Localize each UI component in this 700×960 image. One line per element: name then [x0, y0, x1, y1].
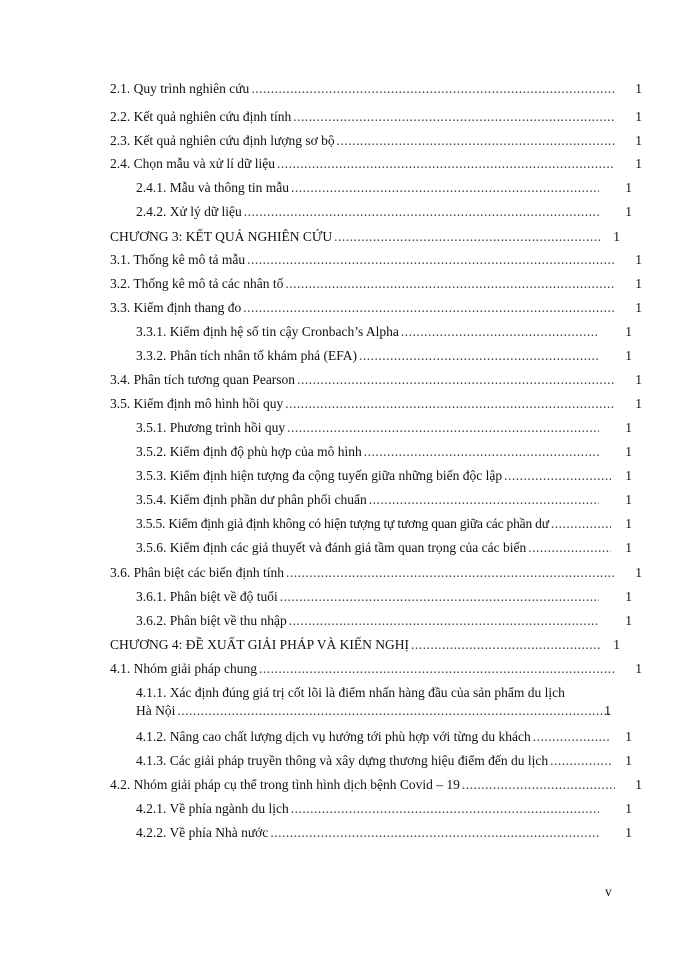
toc-label: 3.6.2. Phân biệt về thu nhập — [136, 613, 287, 628]
toc-label-continued: Hà Nội — [136, 703, 176, 718]
toc-page: 1 — [635, 109, 642, 124]
toc-entry — [136, 824, 632, 842]
toc-entry — [136, 752, 632, 770]
toc-entry — [110, 660, 642, 678]
toc-entry — [110, 132, 642, 150]
toc-page: 1 — [625, 729, 632, 744]
leader-dots — [411, 636, 600, 654]
toc-entry — [136, 800, 632, 818]
toc-label: 3.5.1. Phương trình hồi quy — [136, 420, 286, 435]
toc-page: 1 — [625, 753, 632, 768]
leader-dots — [364, 443, 599, 461]
toc-entry — [136, 612, 632, 630]
toc-label: 4.2.2. Về phía Nhà nước — [136, 825, 269, 840]
toc-page: 1 — [625, 180, 632, 195]
toc-page: 1 — [625, 825, 632, 840]
leader-dots — [243, 299, 615, 317]
leader-dots — [247, 251, 615, 269]
leader-dots — [277, 155, 615, 173]
leader-dots — [337, 132, 615, 150]
toc-label: CHƯƠNG 4: ĐỀ XUẤT GIẢI PHÁP VÀ KIẾN NGHỊ — [110, 637, 409, 652]
toc-label: 4.1.3. Các giải pháp truyền thông và xây dựng thương hiệu điểm đến du lịch — [136, 753, 549, 768]
toc-page: 1 — [613, 637, 620, 652]
toc-page: 1 — [625, 516, 632, 531]
toc-label: 3.5.6. Kiểm định các giả thuyết và đánh giá tầm quan trọng của các biến — [136, 540, 527, 555]
toc-label: 3.5.5. Kiểm định giả định không có hiện tượng tự tương quan giữa các phần dư — [136, 516, 549, 531]
toc-entry — [136, 323, 632, 341]
toc-label: 3.3. Kiểm định thang đo — [110, 300, 242, 315]
toc-label: 4.1.2. Nâng cao chất lượng dịch vụ hướng tới phù hợp với từng du khách — [136, 729, 531, 744]
toc-label: 3.1. Thống kê mô tả mẫu — [110, 252, 246, 267]
toc-page: 1 — [635, 252, 642, 267]
toc-entry — [136, 515, 632, 533]
toc-label: 2.3. Kết quả nghiên cứu định lượng sơ bộ — [110, 133, 335, 148]
toc-label: 3.3.2. Phân tích nhân tố khám phá (EFA) — [136, 348, 357, 363]
leader-dots — [287, 419, 599, 437]
leader-dots — [289, 612, 599, 630]
toc-chapter — [110, 228, 620, 246]
toc-entry — [110, 155, 642, 173]
toc-label: 3.5.3. Kiểm định hiện tượng đa cộng tuyến giữa những biến độc lập — [136, 468, 503, 483]
leader-dots — [293, 108, 615, 126]
toc-page: 1 — [635, 156, 642, 171]
toc-page: 1 — [604, 703, 611, 718]
toc-page: 1 — [625, 613, 632, 628]
toc-entry — [110, 80, 642, 98]
leader-dots — [359, 347, 599, 365]
toc-page: 1 — [625, 801, 632, 816]
toc-label: 4.2.1. Về phía ngành du lịch — [136, 801, 289, 816]
leader-dots — [550, 752, 611, 770]
toc-label: 3.4. Phân tích tương quan Pearson — [110, 372, 296, 387]
leader-dots — [286, 564, 615, 582]
toc-page: 1 — [635, 372, 642, 387]
toc-entry — [136, 491, 632, 509]
leader-dots — [270, 824, 599, 842]
toc-label: CHƯƠNG 3: KẾT QUẢ NGHIÊN CỨU — [110, 229, 333, 244]
toc-entry — [110, 299, 642, 317]
toc-page: 1 — [625, 589, 632, 604]
leader-dots — [259, 660, 615, 678]
toc-entry — [110, 371, 642, 389]
leader-dots — [285, 275, 615, 293]
toc-page: 1 — [635, 276, 642, 291]
toc-page: 1 — [625, 444, 632, 459]
toc-label: 3.6.1. Phân biệt về độ tuổi — [136, 589, 278, 604]
toc-label: 2.1. Quy trình nghiên cứu — [110, 81, 250, 96]
toc-entry — [136, 539, 632, 557]
toc-page: 1 — [625, 468, 632, 483]
leader-dots — [401, 323, 599, 341]
toc-label: 3.5.2. Kiểm định độ phù hợp của mô hình — [136, 444, 362, 459]
toc-page: 1 — [625, 540, 632, 555]
toc-entry-multiline — [136, 684, 616, 720]
toc-label: 4.2. Nhóm giải pháp cụ thể trong tình hình dịch bệnh Covid – 19 — [110, 777, 460, 792]
toc-page: 1 — [625, 204, 632, 219]
leader-dots — [291, 179, 599, 197]
leader-dots — [291, 800, 599, 818]
toc-page: 1 — [635, 396, 642, 411]
toc-page: 1 — [635, 133, 642, 148]
toc-entry — [136, 179, 632, 197]
toc-page: 1 — [613, 229, 620, 244]
toc-label: 4.1. Nhóm giải pháp chung — [110, 661, 257, 676]
toc-entry — [110, 776, 642, 794]
toc-label: 3.2. Thống kê mô tả các nhân tố — [110, 276, 284, 291]
toc-page: 1 — [625, 492, 632, 507]
leader-dots — [504, 467, 611, 485]
toc-entry — [110, 395, 642, 413]
toc-entry — [136, 728, 632, 746]
toc-page: 1 — [635, 300, 642, 315]
toc-entry — [110, 275, 642, 293]
toc-line — [136, 702, 611, 720]
toc-label: 3.6. Phân biệt các biến định tính — [110, 565, 284, 580]
toc-label: 3.5. Kiểm định mô hình hồi quy — [110, 396, 284, 411]
toc-label: 4.1.1. Xác định đúng giá trị cốt lõi là điểm nhấn hàng đầu của sản phẩm du lịch — [136, 685, 565, 700]
toc-chapter — [110, 636, 620, 654]
toc-entry — [136, 588, 632, 606]
leader-dots — [251, 80, 615, 98]
toc-label: 3.3.1. Kiểm định hệ số tin cậy Cronbach’s Alpha — [136, 324, 399, 339]
toc-page: 1 — [625, 420, 632, 435]
toc-label: 3.5.4. Kiểm định phần dư phân phối chuẩn — [136, 492, 367, 507]
leader-dots — [297, 371, 615, 389]
toc-label: 2.4.2. Xử lý dữ liệu — [136, 204, 242, 219]
page-number: v — [605, 884, 612, 899]
toc-label: 2.4.1. Mẫu và thông tin mẫu — [136, 180, 289, 195]
leader-dots — [280, 588, 599, 606]
toc-entry — [136, 443, 632, 461]
toc-label: 2.2. Kết quả nghiên cứu định tính — [110, 109, 292, 124]
toc-entry — [136, 203, 632, 221]
leader-dots — [285, 395, 615, 413]
leader-dots — [533, 728, 611, 746]
leader-dots — [244, 203, 599, 221]
leader-dots — [528, 539, 611, 557]
toc-page: 1 — [635, 81, 642, 96]
toc-page: 1 — [625, 324, 632, 339]
toc-entry — [110, 251, 642, 269]
toc-page: 1 — [635, 777, 642, 792]
toc-entry — [136, 347, 632, 365]
toc-entry — [136, 419, 632, 437]
toc-label: 2.4. Chọn mẫu và xử lí dữ liệu — [110, 156, 275, 171]
leader-dots — [551, 515, 611, 533]
toc-page: 1 — [635, 661, 642, 676]
toc-page: 1 — [625, 348, 632, 363]
leader-dots — [334, 228, 600, 246]
toc-page: 1 — [635, 565, 642, 580]
leader-dots — [369, 491, 599, 509]
toc-entry — [110, 108, 642, 126]
toc-entry — [136, 467, 632, 485]
leader-dots — [177, 702, 611, 720]
leader-dots — [462, 776, 615, 794]
toc-entry — [110, 564, 642, 582]
